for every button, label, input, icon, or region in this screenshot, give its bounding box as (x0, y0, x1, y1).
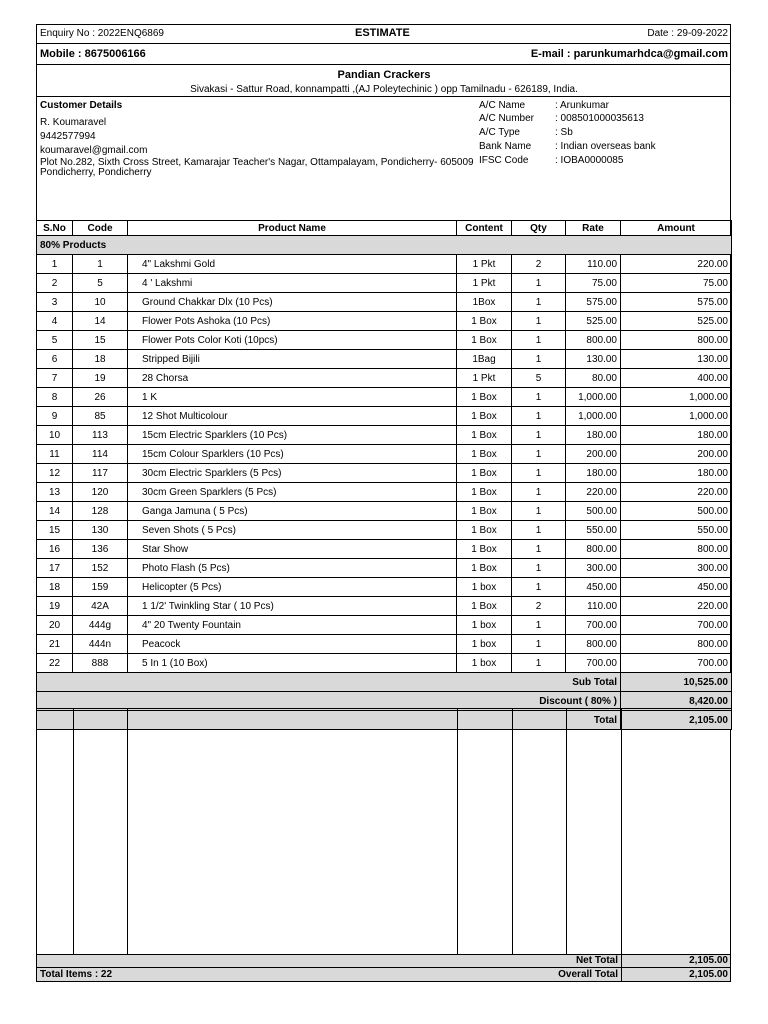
row-qty: 1 (512, 445, 566, 464)
row-qty: 1 (512, 331, 566, 350)
row-code: 26 (73, 388, 128, 407)
column-divider (512, 708, 513, 954)
net-total-label: Net Total (575, 955, 618, 966)
row-sno: 3 (37, 293, 73, 312)
row-content: 1 Box (457, 559, 512, 578)
column-header: Product Name (128, 221, 457, 236)
summary-row (37, 711, 732, 730)
customer-address-line2: Pondicherry, Pondicherry (40, 167, 152, 178)
row-sno: 11 (37, 445, 73, 464)
table-row (37, 388, 732, 407)
table-row (37, 616, 732, 635)
summary-label: Sub Total (37, 673, 621, 692)
row-amount: 300.00 (621, 559, 732, 578)
bank-value: : IOBA0000085 (555, 155, 624, 166)
row-qty: 1 (512, 578, 566, 597)
row-product-name: Peacock (128, 635, 457, 654)
document-title: ESTIMATE (355, 27, 410, 39)
table-row (37, 331, 732, 350)
column-divider (566, 708, 567, 954)
row-qty: 1 (512, 350, 566, 369)
row-qty: 1 (512, 407, 566, 426)
row-sno: 9 (37, 407, 73, 426)
row-rate: 180.00 (566, 464, 621, 483)
row-qty: 1 (512, 312, 566, 331)
customer-name: R. Koumaravel (40, 117, 107, 128)
table-row (37, 293, 732, 312)
row-content: 1 box (457, 635, 512, 654)
row-rate: 200.00 (566, 445, 621, 464)
bank-value: : Indian overseas bank (555, 141, 656, 152)
row-sno: 12 (37, 464, 73, 483)
row-sno: 15 (37, 521, 73, 540)
row-sno: 2 (37, 274, 73, 293)
company-name: Pandian Crackers (337, 69, 431, 81)
row-rate: 80.00 (566, 369, 621, 388)
row-product-name: Ground Chakkar Dlx (10 Pcs) (128, 293, 457, 312)
row-product-name: 1 1/2' Twinkling Star ( 10 Pcs) (128, 597, 457, 616)
row-rate: 300.00 (566, 559, 621, 578)
row-rate: 800.00 (566, 635, 621, 654)
row-code: 14 (73, 312, 128, 331)
row-amount: 500.00 (621, 502, 732, 521)
row-rate: 550.00 (566, 521, 621, 540)
customer-heading: Customer Details (40, 100, 123, 111)
row-content: 1 Box (457, 597, 512, 616)
summary-label: Total (37, 711, 621, 730)
customer-email: koumaravel@gmail.com (40, 145, 148, 156)
total-items: Total Items : 22 (40, 969, 113, 980)
row-content: 1 Pkt (457, 255, 512, 274)
row-product-name: Ganga Jamuna ( 5 Pcs) (128, 502, 457, 521)
row-content: 1 box (457, 654, 512, 673)
row-content: 1 Box (457, 426, 512, 445)
net-total-value: 2,105.00 (689, 955, 728, 966)
column-divider (621, 708, 622, 982)
row-sno: 22 (37, 654, 73, 673)
row-product-name: 1 K (128, 388, 457, 407)
row-amount: 700.00 (621, 616, 732, 635)
row-code: 130 (73, 521, 128, 540)
row-content: 1Bag (457, 350, 512, 369)
row-product-name: 12 Shot Multicolour (128, 407, 457, 426)
row-rate: 500.00 (566, 502, 621, 521)
row-content: 1 Box (457, 312, 512, 331)
row-rate: 700.00 (566, 616, 621, 635)
row-amount: 800.00 (621, 635, 732, 654)
row-amount: 550.00 (621, 521, 732, 540)
summary-label: Discount ( 80% ) (37, 692, 621, 711)
row-code: 18 (73, 350, 128, 369)
row-sno: 4 (37, 312, 73, 331)
bank-value: : Arunkumar (555, 100, 609, 111)
row-product-name: 4" Lakshmi Gold (128, 255, 457, 274)
row-code: 444n (73, 635, 128, 654)
table-row (37, 350, 732, 369)
row-content: 1 Pkt (457, 274, 512, 293)
bank-label: A/C Name (479, 100, 526, 111)
column-divider (457, 708, 458, 954)
column-divider (127, 708, 128, 954)
row-rate: 1,000.00 (566, 407, 621, 426)
row-amount: 220.00 (621, 597, 732, 616)
row-amount: 1,000.00 (621, 407, 732, 426)
table-row (37, 502, 732, 521)
row-rate: 220.00 (566, 483, 621, 502)
row-sno: 16 (37, 540, 73, 559)
row-sno: 8 (37, 388, 73, 407)
row-qty: 1 (512, 540, 566, 559)
summary-value: 8,420.00 (621, 692, 732, 711)
column-divider (621, 955, 622, 982)
row-content: 1 Box (457, 407, 512, 426)
row-qty: 1 (512, 388, 566, 407)
table-row (37, 445, 732, 464)
mobile-number: Mobile : 8675006166 (40, 48, 146, 60)
table-row (37, 464, 732, 483)
row-sno: 7 (37, 369, 73, 388)
row-content: 1 Box (457, 502, 512, 521)
row-code: 159 (73, 578, 128, 597)
row-rate: 575.00 (566, 293, 621, 312)
row-rate: 75.00 (566, 274, 621, 293)
row-amount: 525.00 (621, 312, 732, 331)
row-sno: 18 (37, 578, 73, 597)
row-qty: 1 (512, 635, 566, 654)
row-product-name: 30cm Electric Sparklers (5 Pcs) (128, 464, 457, 483)
row-code: 120 (73, 483, 128, 502)
row-product-name: Seven Shots ( 5 Pcs) (128, 521, 457, 540)
row-product-name: Star Show (128, 540, 457, 559)
summary-value: 2,105.00 (621, 711, 732, 730)
row-qty: 1 (512, 426, 566, 445)
row-content: 1 Box (457, 540, 512, 559)
row-content: 1 Box (457, 445, 512, 464)
row-rate: 525.00 (566, 312, 621, 331)
table-row (37, 483, 732, 502)
summary-row (37, 673, 732, 692)
table-row (37, 597, 732, 616)
row-sno: 10 (37, 426, 73, 445)
row-qty: 2 (512, 597, 566, 616)
row-amount: 450.00 (621, 578, 732, 597)
row-rate: 800.00 (566, 331, 621, 350)
row-content: 1 Pkt (457, 369, 512, 388)
table-row (37, 578, 732, 597)
row-product-name: 15cm Colour Sparklers (10 Pcs) (128, 445, 457, 464)
row-qty: 1 (512, 502, 566, 521)
row-qty: 1 (512, 274, 566, 293)
email-address: E-mail : parunkumarhdca@gmail.com (530, 48, 728, 60)
row-code: 888 (73, 654, 128, 673)
row-content: 1 Box (457, 483, 512, 502)
column-header: Qty (512, 221, 566, 236)
table-row (37, 426, 732, 445)
row-code: 128 (73, 502, 128, 521)
bank-label: IFSC Code (479, 155, 529, 166)
row-content: 1 Box (457, 331, 512, 350)
table-row (37, 274, 732, 293)
column-header: S.No (37, 221, 73, 236)
row-content: 1 Box (457, 464, 512, 483)
company-address: Sivakasi - Sattur Road, konnampatti ,(AJ Poleytechinic ) opp Tamilnadu - 626189, India. (190, 84, 578, 95)
enquiry-number: Enquiry No : 2022ENQ6869 (40, 28, 164, 39)
row-code: 15 (73, 331, 128, 350)
row-amount: 220.00 (621, 255, 732, 274)
row-amount: 800.00 (621, 331, 732, 350)
row-rate: 110.00 (566, 255, 621, 274)
row-amount: 575.00 (621, 293, 732, 312)
row-qty: 2 (512, 255, 566, 274)
row-sno: 6 (37, 350, 73, 369)
row-amount: 400.00 (621, 369, 732, 388)
row-sno: 21 (37, 635, 73, 654)
row-code: 42A (73, 597, 128, 616)
row-rate: 1,000.00 (566, 388, 621, 407)
estimate-date: Date : 29-09-2022 (647, 28, 728, 39)
divider (36, 64, 731, 65)
row-qty: 1 (512, 464, 566, 483)
row-amount: 220.00 (621, 483, 732, 502)
row-qty: 1 (512, 521, 566, 540)
row-product-name: 4 ' Lakshmi (128, 274, 457, 293)
table-row (37, 521, 732, 540)
column-header: Content (457, 221, 512, 236)
overall-total-value: 2,105.00 (689, 969, 728, 980)
bank-label: A/C Type (479, 127, 520, 138)
row-code: 114 (73, 445, 128, 464)
row-code: 136 (73, 540, 128, 559)
row-content: 1 Box (457, 521, 512, 540)
row-amount: 200.00 (621, 445, 732, 464)
row-product-name: 5 In 1 (10 Box) (128, 654, 457, 673)
section-row (37, 236, 732, 255)
row-code: 113 (73, 426, 128, 445)
row-amount: 800.00 (621, 540, 732, 559)
row-code: 5 (73, 274, 128, 293)
row-sno: 5 (37, 331, 73, 350)
divider (36, 96, 731, 97)
row-content: 1 box (457, 616, 512, 635)
row-code: 19 (73, 369, 128, 388)
row-product-name: Flower Pots Color Koti (10pcs) (128, 331, 457, 350)
table-row (37, 407, 732, 426)
row-amount: 75.00 (621, 274, 732, 293)
row-sno: 13 (37, 483, 73, 502)
bank-label: Bank Name (479, 141, 532, 152)
row-amount: 130.00 (621, 350, 732, 369)
column-header: Rate (566, 221, 621, 236)
table-row (37, 312, 732, 331)
row-rate: 800.00 (566, 540, 621, 559)
row-sno: 17 (37, 559, 73, 578)
row-qty: 1 (512, 293, 566, 312)
table-row (37, 369, 732, 388)
row-code: 1 (73, 255, 128, 274)
row-sno: 20 (37, 616, 73, 635)
divider (36, 43, 731, 44)
row-rate: 700.00 (566, 654, 621, 673)
row-code: 85 (73, 407, 128, 426)
row-code: 117 (73, 464, 128, 483)
table-row (37, 559, 732, 578)
row-amount: 700.00 (621, 654, 732, 673)
items-table (36, 220, 732, 730)
row-product-name: 4" 20 Twenty Fountain (128, 616, 457, 635)
customer-address-line1: Plot No.282, Sixth Cross Street, Kamarajar Teacher's Nagar, Ottampalayam, Pondicherry- 605009 (40, 157, 474, 168)
row-qty: 1 (512, 483, 566, 502)
row-qty: 1 (512, 559, 566, 578)
bank-value: : 008501000035613 (555, 113, 644, 124)
row-amount: 180.00 (621, 464, 732, 483)
row-sno: 1 (37, 255, 73, 274)
row-rate: 130.00 (566, 350, 621, 369)
table-row (37, 635, 732, 654)
column-divider (73, 708, 74, 954)
table-row (37, 654, 732, 673)
row-product-name: Photo Flash (5 Pcs) (128, 559, 457, 578)
summary-value: 10,525.00 (621, 673, 732, 692)
row-product-name: Stripped Bijili (128, 350, 457, 369)
row-code: 444g (73, 616, 128, 635)
row-rate: 110.00 (566, 597, 621, 616)
row-amount: 180.00 (621, 426, 732, 445)
section-label: 80% Products (37, 236, 732, 255)
row-content: 1 Box (457, 388, 512, 407)
bank-value: : Sb (555, 127, 573, 138)
row-sno: 19 (37, 597, 73, 616)
row-qty: 5 (512, 369, 566, 388)
row-code: 10 (73, 293, 128, 312)
divider (36, 708, 731, 709)
row-qty: 1 (512, 654, 566, 673)
column-header: Code (73, 221, 128, 236)
overall-total-label: Overall Total (558, 969, 618, 980)
row-qty: 1 (512, 616, 566, 635)
row-product-name: 28 Chorsa (128, 369, 457, 388)
row-rate: 450.00 (566, 578, 621, 597)
bank-label: A/C Number (479, 113, 535, 124)
row-amount: 1,000.00 (621, 388, 732, 407)
row-product-name: Flower Pots Ashoka (10 Pcs) (128, 312, 457, 331)
table-row (37, 255, 732, 274)
column-header: Amount (621, 221, 732, 236)
row-code: 152 (73, 559, 128, 578)
table-header-row (37, 221, 732, 236)
row-rate: 180.00 (566, 426, 621, 445)
table-row (37, 540, 732, 559)
row-product-name: 30cm Green Sparklers (5 Pcs) (128, 483, 457, 502)
row-product-name: 15cm Electric Sparklers (10 Pcs) (128, 426, 457, 445)
row-content: 1Box (457, 293, 512, 312)
row-product-name: Helicopter (5 Pcs) (128, 578, 457, 597)
row-content: 1 box (457, 578, 512, 597)
customer-phone: 9442577994 (40, 131, 96, 142)
row-sno: 14 (37, 502, 73, 521)
